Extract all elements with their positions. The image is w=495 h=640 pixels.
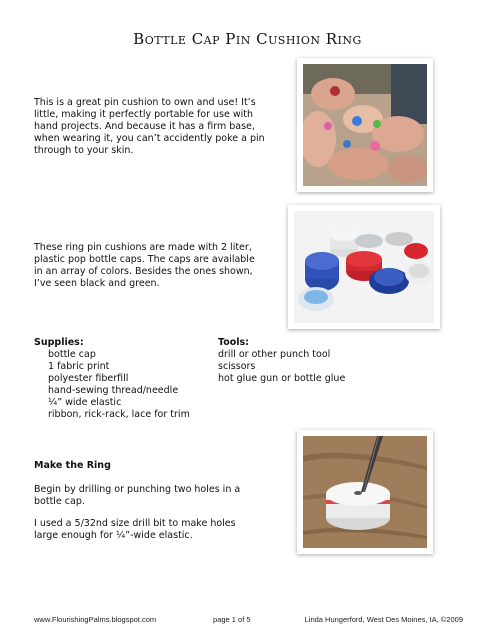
supply-item: bottle cap — [48, 349, 96, 360]
supply-item: hand-sewing thread/needle — [48, 385, 179, 396]
tool-item: scissors — [218, 361, 256, 372]
step-2-paragraph: I used a 5/32nd size drill bit to make holes large enough for ¼”-wide elastic. — [34, 518, 236, 541]
footer-page-number: page 1 of 5 — [213, 615, 251, 624]
hands-with-rings-photo — [297, 58, 433, 192]
tool-item: hot glue gun or bottle glue — [218, 373, 346, 384]
supply-item: ribbon, rick-rack, lace for trim — [48, 409, 190, 420]
page-title: Bottle Cap Pin Cushion Ring — [133, 30, 362, 48]
tools-section — [218, 337, 418, 385]
supply-item: 1 fabric print — [48, 361, 110, 372]
bottle-caps-photo — [288, 205, 440, 329]
step-1-paragraph: Begin by drilling or punching two holes in a bottle cap. — [34, 484, 241, 507]
intro-paragraph: This is a great pin cushion to own and use! It’s little, making it perfectly portable for use with hand projects. And because it has a firm base, when wearing it, you can’t accidently poke a pin through to your skin. — [34, 97, 265, 156]
supplies-section — [34, 337, 214, 421]
supplies-heading: Supplies: — [34, 337, 84, 348]
footer-author: Linda Hungerford, West Des Moines, IA, ©2009 — [304, 615, 463, 624]
footer-website: www.FlourishingPalms.blogspot.com — [34, 615, 157, 624]
make-ring-heading: Make the Ring — [34, 460, 111, 471]
drilling-cap-photo — [297, 430, 433, 554]
tool-item: drill or other punch tool — [218, 349, 331, 360]
tools-heading: Tools: — [218, 337, 249, 348]
supply-item: ¼” wide elastic — [48, 397, 122, 408]
supply-item: polyester fiberfill — [48, 373, 129, 384]
caps-paragraph: These ring pin cushions are made with 2 liter, plastic pop bottle caps. The caps are available in an array of colors. Besides the ones shown, I’ve seen black and green. — [34, 242, 255, 289]
